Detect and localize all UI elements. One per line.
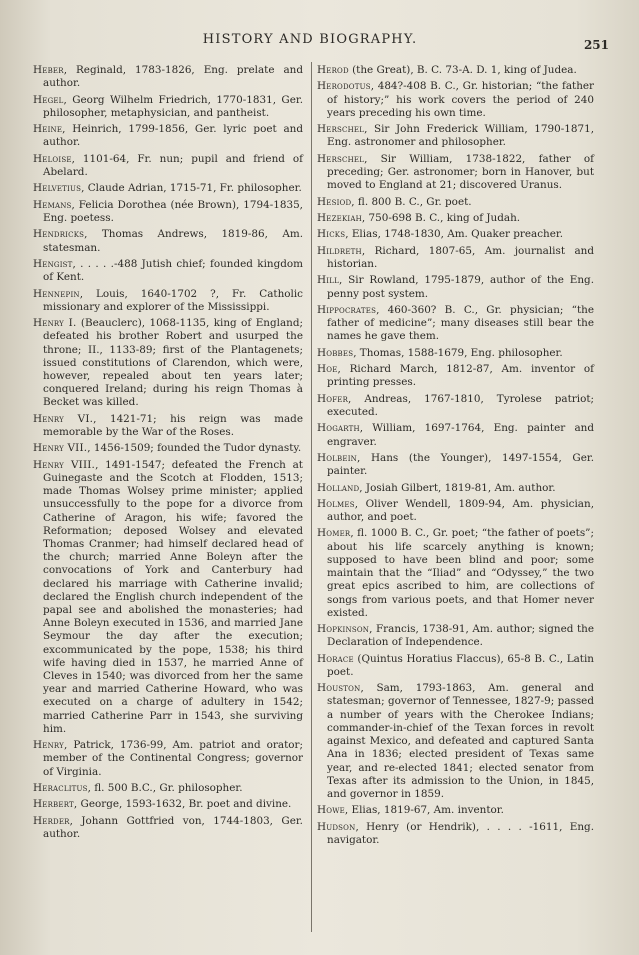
entry-name: Hendricks bbox=[33, 228, 85, 241]
entry-description: , 1491-1547; defeated the French at Guinegaste and the Scotch at Flodden, 1513; made Thomas Wolsey prime minister; applied unsuccessfully to the pope for a divorce from Catherine of Aragon, his wife; favored the Reformation; deposed Wolsey and elevated Thomas Cranmer; had himself declared head of the church; married Anne Boleyn after the convocations of York and Canterbury had declared his marriage with Catherine invalid; declared the English church independent of the papal see and abolished the monasteries; had Anne Boleyn executed in 1536, and married Jane Seymour the day after the execution; excommunicated by the pope, 1538; his third wife having died in 1537, he married Anne of Cleves in 1540; was divorced from her the same year and married Catherine Howard, who was executed on a charge of adultery in 1542; married Catherine Parr in 1543, she surviving him. bbox=[43, 458, 303, 735]
entry-name: Hippocrates bbox=[317, 303, 377, 316]
entry-name: Hesiod bbox=[317, 195, 352, 208]
entry-name: Hobbes bbox=[317, 346, 354, 359]
biography-entry bbox=[33, 94, 303, 120]
entry-name: Hofer bbox=[317, 392, 349, 405]
entry-name: Hegel bbox=[33, 93, 64, 106]
biography-entry bbox=[317, 123, 594, 149]
entry-name: Hogarth bbox=[317, 422, 360, 435]
entry-name: Herschel bbox=[317, 123, 365, 136]
entry-name: Hoe bbox=[317, 363, 338, 376]
biography-entry bbox=[317, 212, 594, 225]
biography-entry bbox=[317, 228, 594, 241]
entry-description: , William, 1697-1764, Eng. painter and engraver. bbox=[327, 422, 594, 448]
entry-name: Houston bbox=[317, 682, 361, 695]
biography-entry bbox=[33, 228, 303, 254]
entry-name: Heloise bbox=[33, 152, 72, 165]
biography-entry bbox=[317, 682, 594, 801]
biography-entry bbox=[33, 413, 303, 439]
entry-description: , fl. 500 B.C., Gr. philosopher. bbox=[87, 781, 243, 794]
entry-description: , Patrick, 1736-99, Am. patriot and orator; member of the Continental Congress; governor of Virginia. bbox=[43, 739, 303, 778]
entry-name: Hicks bbox=[317, 228, 346, 241]
biography-entry bbox=[317, 498, 594, 524]
entry-description: , fl. 1000 B. C., Gr. poet; “the father of poets”; about his life scarcely anything is known; supposed to have been blind and poor; some maintain that the “Iliad” and “Odyssey,” the two great epics ascribed to him, are collections of songs from various poets, and that Homer never existed. bbox=[327, 527, 594, 619]
entry-description: , Johann Gottfried von, 1744-1803, Ger. author. bbox=[43, 814, 303, 840]
entry-description: , Sir John Frederick William, 1790-1871, Eng. astronomer and philosopher. bbox=[327, 123, 594, 149]
biography-entry bbox=[33, 288, 303, 314]
entry-description: , Louis, 1640-1702 ?, Fr. Catholic missionary and explorer of the Mississippi. bbox=[43, 287, 303, 313]
entry-description: , Sir Rowland, 1795-1879, author of the Eng. penny post system. bbox=[327, 274, 594, 300]
entry-name: Howe bbox=[317, 804, 345, 817]
entry-name: Henry VIII. bbox=[33, 458, 96, 471]
entry-name: Hezekiah bbox=[317, 211, 362, 224]
entry-name: Heraclitus bbox=[33, 781, 88, 794]
entry-description: , Josiah Gilbert, 1819-81, Am. author. bbox=[359, 481, 556, 494]
entry-name: Herbert bbox=[33, 798, 74, 811]
entry-name: Henry I. bbox=[33, 317, 77, 330]
entry-description: , Elias, 1748-1830, Am. Quaker preacher. bbox=[345, 228, 564, 241]
right-column bbox=[317, 64, 594, 850]
running-head: HISTORY AND BIOGRAPHY. bbox=[202, 32, 418, 47]
entry-name: Heine bbox=[33, 123, 63, 136]
column-divider bbox=[311, 62, 312, 932]
entry-name: Hennepin bbox=[33, 287, 80, 300]
entry-description: , . . . . .-488 Jutish chief; founded kingdom of Kent. bbox=[43, 257, 303, 284]
entry-description: , Richard, 1807-65, Am. journalist and historian. bbox=[327, 244, 594, 270]
entry-name: Heber bbox=[33, 64, 64, 76]
biography-entry bbox=[317, 653, 594, 679]
entry-description: , Hans (the Younger), 1497-1554, Ger. painter. bbox=[327, 451, 594, 478]
biography-entry bbox=[317, 363, 594, 389]
entry-description: , Sir William, 1738-1822, father of preceding; Ger. astronomer; born in Hanover, but moved to England at 21; discovered Uranus. bbox=[327, 152, 594, 192]
entry-name: Herschel bbox=[317, 152, 365, 165]
entry-description: , Reginald, 1783-1826, Eng. prelate and author. bbox=[43, 64, 303, 90]
entry-description: , Andreas, 1767-1810, Tyrolese patriot; executed. bbox=[327, 392, 594, 418]
biography-entry bbox=[317, 274, 594, 300]
entry-name: Hopkinson bbox=[317, 623, 370, 636]
entry-name: Herodotus bbox=[317, 80, 371, 93]
entry-description: (Beauclerc), 1068-1135, king of England; defeated his brother Robert and usurped the throne; II., 1133-89; first of the Plantagenets; issued constitutions of Clarendon, which were, however, repealed about ten years later; conquered Ireland; during his reign Thomas à Becket was killed. bbox=[43, 317, 303, 409]
biography-entry bbox=[317, 452, 594, 478]
entry-name: Hildreth bbox=[317, 244, 362, 257]
entry-description: , 460-360? B. C., Gr. physician; “the father of medicine”; many diseases still bear the names he gave them. bbox=[327, 303, 594, 343]
entry-description: , Heinrich, 1799-1856, Ger. lyric poet and author. bbox=[43, 123, 303, 149]
left-column bbox=[33, 64, 303, 844]
entry-description: , Oliver Wendell, 1809-94, Am. physician, author, and poet. bbox=[327, 497, 594, 524]
biography-entry bbox=[317, 80, 594, 120]
biography-entry bbox=[317, 804, 594, 817]
biography-entry bbox=[33, 459, 303, 736]
entry-description: , 1456-1509; founded the Tudor dynasty. bbox=[87, 442, 302, 455]
biography-entry bbox=[33, 258, 303, 284]
entry-description: , Thomas, 1588-1679, Eng. philosopher. bbox=[353, 346, 563, 359]
entry-name: Herod bbox=[317, 64, 349, 76]
biography-entry bbox=[317, 422, 594, 448]
biography-entry bbox=[317, 245, 594, 271]
entry-name: Homer bbox=[317, 527, 351, 540]
entry-name: Holland bbox=[317, 481, 360, 494]
entry-description: , 750-698 B. C., king of Judah. bbox=[361, 211, 521, 224]
biography-entry bbox=[33, 798, 303, 811]
biography-entry bbox=[317, 482, 594, 495]
entry-description: , Felicia Dorothea (née Brown), 1794-1835, Eng. poetess. bbox=[43, 198, 303, 224]
entry-name: Henry VI. bbox=[33, 412, 94, 425]
entry-name: Holmes bbox=[317, 497, 355, 510]
entry-description: , Sam, 1793-1863, Am. general and statesman; governor of Tennessee, 1827-9; passed a number of years with the Cherokee Indians; commander-in-chief of the Texan forces in revolt against Mexico, and defeated and captured Santa Ana in 1836; elected president of Texas same year, and re-elected 1841; elected senator from Texas after its admission to the Union, in 1845, and governor in 1859. bbox=[327, 682, 594, 800]
entry-description: , Henry (or Hendrik), . . . . -1611, Eng. navigator. bbox=[327, 820, 594, 846]
entry-description: , fl. 800 B. C., Gr. poet. bbox=[351, 195, 472, 208]
biography-entry bbox=[317, 347, 594, 360]
biography-entry bbox=[317, 153, 594, 193]
entry-name: Holbein bbox=[317, 451, 357, 464]
entry-name: Henry VII. bbox=[33, 442, 88, 455]
entry-name: Hengist bbox=[33, 257, 73, 270]
entry-description: , Thomas Andrews, 1819-86, Am. statesman. bbox=[43, 228, 303, 254]
biography-entry bbox=[33, 317, 303, 409]
page-header bbox=[0, 32, 639, 52]
entry-name: Horace bbox=[317, 652, 354, 665]
biography-entry bbox=[33, 739, 303, 779]
biography-entry bbox=[317, 623, 594, 649]
biography-entry bbox=[317, 196, 594, 209]
biography-entry bbox=[33, 64, 303, 90]
entry-name: Henry bbox=[33, 739, 64, 752]
entry-description: , Francis, 1738-91, Am. author; signed the Declaration of Independence. bbox=[327, 623, 594, 649]
entry-description: , Richard March, 1812-87, Am. inventor of printing presses. bbox=[327, 363, 594, 389]
entry-description: , Georg Wilhelm Friedrich, 1770-1831, Ger. philosopher, metaphysician, and pantheist. bbox=[43, 93, 303, 119]
entry-description: , 484?-408 B. C., Gr. historian; “the father of history;” his work covers the period of 240 years preceding his own time. bbox=[327, 80, 594, 119]
biography-entry bbox=[317, 393, 594, 419]
page-number: 251 bbox=[583, 38, 609, 52]
biography-entry bbox=[317, 527, 594, 619]
entry-name: Herder bbox=[33, 814, 70, 827]
biography-entry bbox=[33, 182, 303, 195]
entry-description: , 1101-64, Fr. nun; pupil and friend of Abelard. bbox=[43, 152, 303, 178]
entry-name: Helvetius bbox=[33, 182, 82, 195]
entry-description: , Elias, 1819-67, Am. inventor. bbox=[344, 804, 504, 817]
entry-description: (Quintus Horatius Flaccus), 65-8 B. C., Latin poet. bbox=[327, 652, 594, 678]
entry-description: , George, 1593-1632, Br. poet and divine. bbox=[73, 798, 292, 811]
entry-name: Hudson bbox=[317, 820, 356, 833]
biography-entry bbox=[317, 821, 594, 847]
entry-name: Hill bbox=[317, 274, 339, 287]
biography-entry bbox=[33, 442, 303, 455]
biography-entry bbox=[33, 815, 303, 841]
biography-entry bbox=[317, 304, 594, 344]
entry-description: (the Great), B. C. 73-A. D. 1, king of Judea. bbox=[348, 64, 577, 76]
biography-entry bbox=[33, 782, 303, 795]
biography-entry bbox=[317, 64, 594, 77]
entry-name: Hemans bbox=[33, 198, 72, 211]
biography-entry bbox=[33, 153, 303, 179]
biography-entry bbox=[33, 123, 303, 149]
biography-entry bbox=[33, 199, 303, 225]
entry-description: , Claude Adrian, 1715-71, Fr. philosopher. bbox=[81, 182, 302, 195]
entry-description: , 1421-71; his reign was made memorable by the War of the Roses. bbox=[43, 412, 303, 438]
